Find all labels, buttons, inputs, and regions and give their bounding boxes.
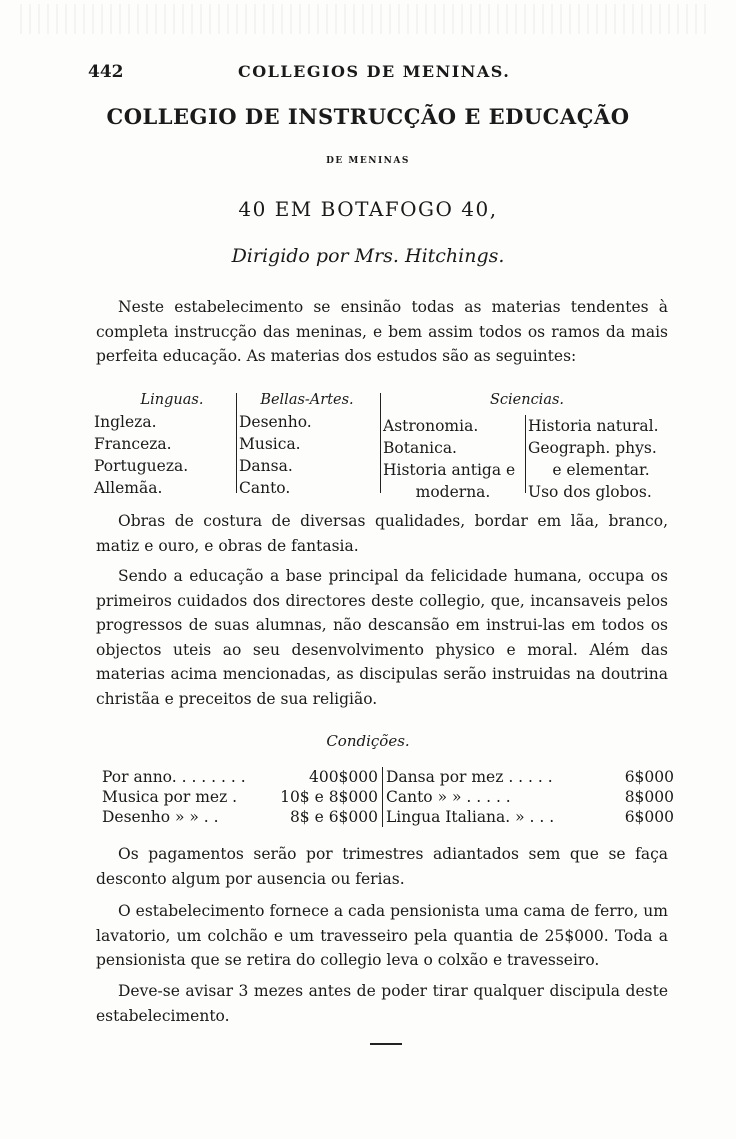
list-item: Historia antiga e [383,461,516,479]
list-item: Allemãa. [94,479,163,497]
list-item: Desenho. [239,413,312,431]
list-item: Canto. [239,479,291,497]
fee-row [386,807,674,827]
column-heading: Sciencias. [489,392,565,408]
page-number: 442 [88,62,124,82]
column-heading: Linguas. [140,392,204,408]
list-item: e elementar. [552,461,650,479]
fees-table [102,767,672,829]
list-item: Ingleza. [94,413,157,431]
fee-amount: 8$ e 6$000 [289,808,378,826]
fee-row [102,807,378,827]
page-title: COLLEGIO DE INSTRUCÇÃO E EDUCAÇÃO [106,104,630,129]
list-item: Uso dos globos. [528,483,652,501]
fee-amount: 6$000 [624,768,674,786]
fee-label: Dansa por mez . . . . . [386,768,553,786]
address-line: 40 EM BOTAFOGO 40, [238,197,498,221]
fee-row [386,767,674,787]
subjects-table [94,389,672,499]
running-header [88,62,688,86]
page-subtitle: DE MENINAS [326,156,410,166]
column-heading: Bellas-Artes. [260,392,354,408]
fee-row [386,787,674,807]
fee-label: Desenho » » . . [102,808,219,826]
estabelecimento-paragraph: O estabelecimento fornece a cada pensionista uma cama de ferro, um lavatorio, um colchão e um travesseiro pela quantia de 25$000. Toda a pensionista que se retira do collegio leva o colxão e travesseiro. [96,902,668,969]
list-item: Portugueza. [94,457,189,475]
intro-paragraph: Neste estabelecimento se ensinão todas as materias tendentes à completa instrucção das meninas, e bem assim todos os ramos da mais perfeita educação. As materias dos estudos são as seguintes: [96,298,668,365]
list-item: Historia natural. [528,417,659,435]
fees-column-left [102,767,378,827]
fee-amount: 400$000 [308,768,378,786]
list-item: Geograph. phys. [528,439,657,457]
list-item: moderna. [415,483,491,501]
costura-paragraph: Obras de costura de diversas qualidades, bordar em lãa, branco, matiz e ouro, e obras de fantasia. [96,512,668,555]
fee-amount: 10$ e 8$000 [280,788,378,806]
fee-amount: 8$000 [624,788,674,806]
running-title: COLLEGIOS DE MENINAS. [238,62,511,81]
list-item: Dansa. [239,457,293,475]
list-item: Musica. [239,435,301,453]
subjects-column-linguas [94,389,230,499]
list-item: Astronomia. [383,417,479,435]
subjects-column-sciencias [380,392,673,501]
educacao-paragraph: Sendo a educação a base principal da felicidade humana, occupa os primeiros cuidados dos directores deste collegio, que, incansaveis pelos progressos de suas alumnas, não descansão em instrui-las em todos os objectos uteis ao seu desenvolvimento physico e moral. Além das materias acima mencionadas, as discipulas serão instruidas na doutrina christãa e preceitos de sua religião. [96,567,668,708]
fee-label: Por anno. . . . . . . . [102,768,246,786]
conditions-heading: Condições. [326,732,410,750]
list-item: Franceza. [94,435,172,453]
list-item: Botanica. [383,439,457,457]
fee-label: Lingua Italiana. » . . . [386,808,555,826]
fee-row [102,767,378,787]
aviso-paragraph: Deve-se avisar 3 mezes antes de poder tirar qualquer discipula deste estabelecimento. [96,982,668,1025]
fee-amount: 6$000 [624,808,674,826]
closing-rule [370,1043,402,1045]
fees-column-right [382,767,674,827]
sciencias-subcolumn-b [525,415,674,501]
pagamentos-paragraph: Os pagamentos serão por trimestres adiantados sem que se faça desconto algum por ausencia ou ferias. [96,845,668,888]
sciencias-subcolumn-a [383,415,523,503]
subjects-column-bellas-artes [236,392,375,497]
fee-label: Canto » » . . . . . [386,788,511,806]
director-line: Dirigido por Mrs. Hitchings. [231,245,505,267]
paper-specks-decoration [20,4,710,34]
fee-row [102,787,378,807]
fee-label: Musica por mez . [102,788,238,806]
